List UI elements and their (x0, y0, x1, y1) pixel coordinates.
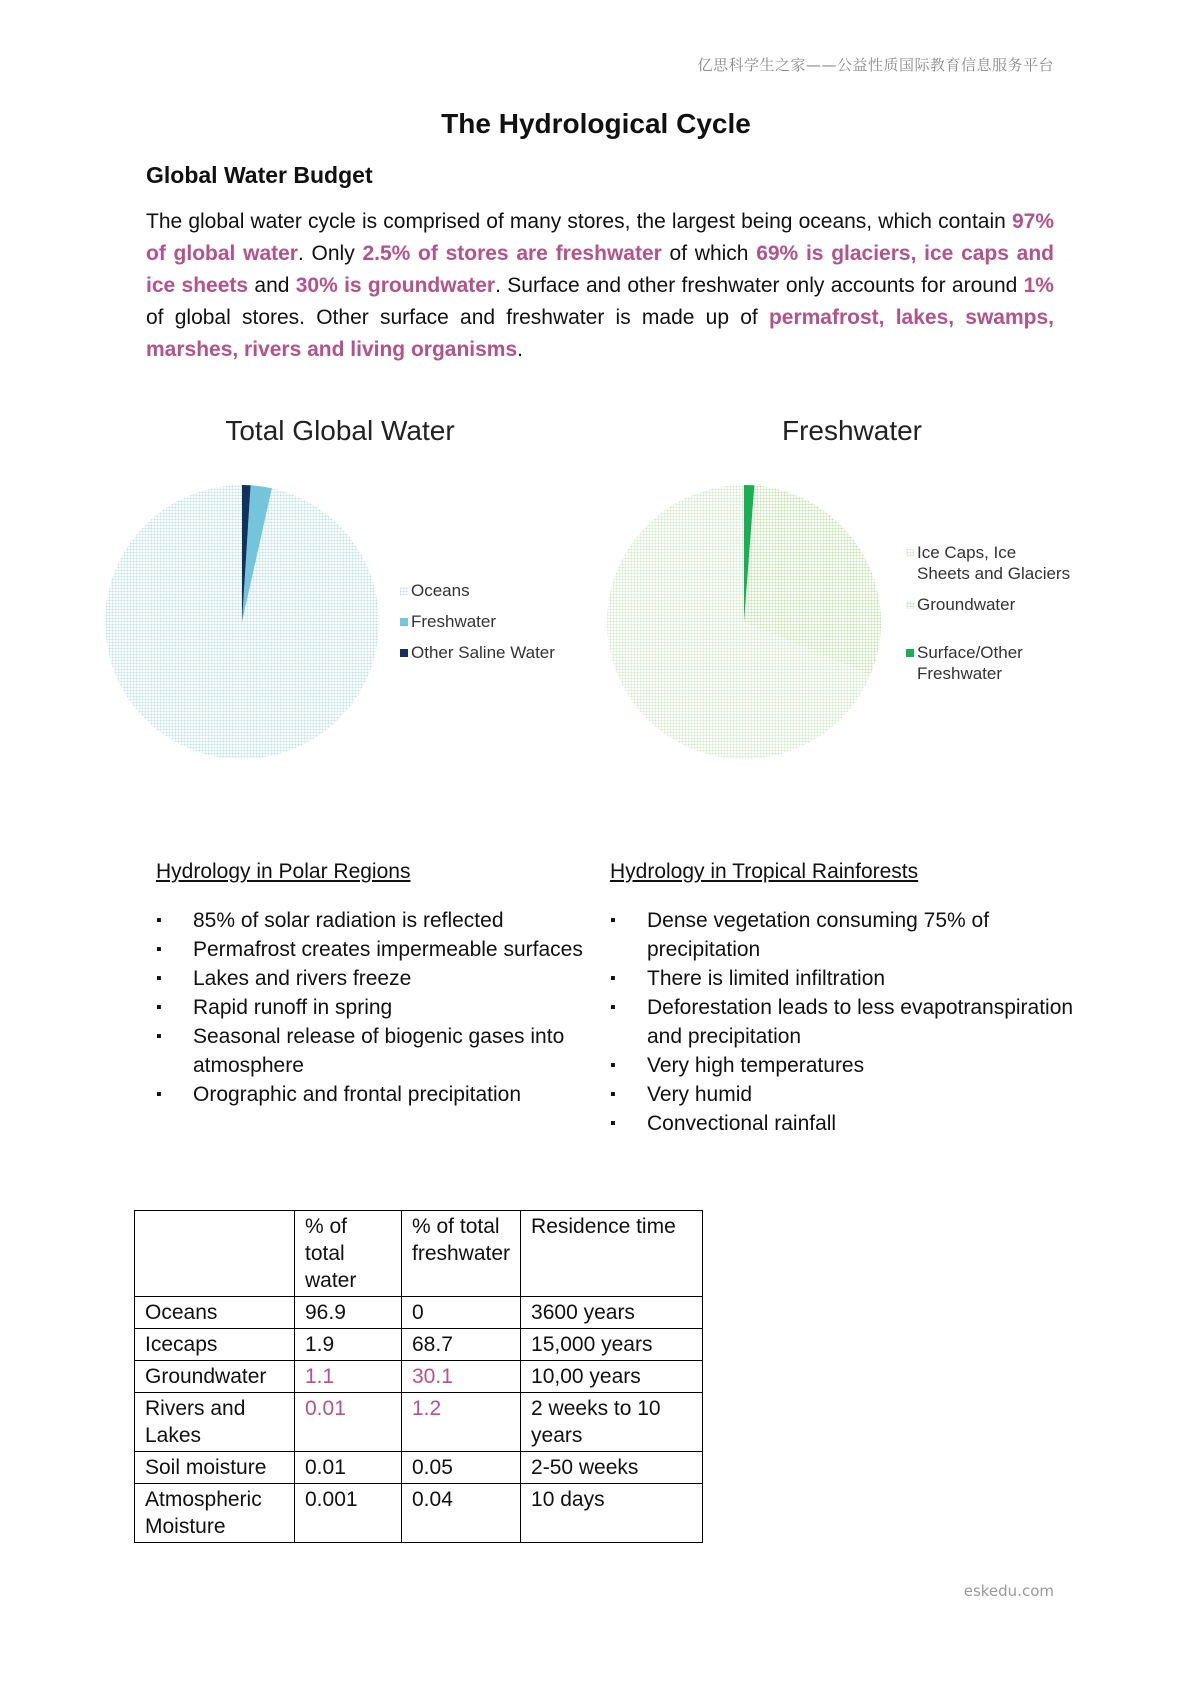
table-cell: 1.1 (295, 1361, 402, 1393)
intro-text: and (248, 274, 296, 297)
table-cell: Icecaps (135, 1329, 295, 1361)
legend-label: Oceans (411, 581, 470, 600)
legend-swatch (906, 601, 914, 609)
table-cell: 0.04 (402, 1484, 521, 1543)
list-item: ▪ Very high temperatures (610, 1051, 1080, 1080)
intro-paragraph (146, 206, 1054, 366)
table-cell: 0.05 (402, 1452, 521, 1484)
table-cell: 2 weeks to 10 years (521, 1393, 703, 1452)
table-cell: Rivers and Lakes (135, 1393, 295, 1452)
intro-highlight: 1% (1023, 274, 1054, 297)
chart-title: Total Global Water (225, 415, 455, 446)
table-cell: 10 days (521, 1484, 703, 1543)
table-cell: 0 (402, 1297, 521, 1329)
table-cell: 68.7 (402, 1329, 521, 1361)
table-cell: 0.01 (295, 1452, 402, 1484)
table-cell: 2-50 weeks (521, 1452, 703, 1484)
legend-label: Groundwater (917, 595, 1016, 614)
pie-slice-oceans (105, 485, 379, 759)
legend-swatch (906, 649, 914, 657)
legend-swatch (906, 549, 914, 557)
table-cell: 3600 years (521, 1297, 703, 1329)
table-cell: 15,000 years (521, 1329, 703, 1361)
table-row (135, 1361, 703, 1393)
freshwater-pie (600, 410, 1100, 770)
intro-highlight: 69% is glaciers, ice caps and ice sheets (146, 242, 1054, 297)
polar-hydrology-section (156, 860, 596, 1109)
freshwater-chart (600, 410, 1100, 770)
table-cell: Groundwater (135, 1361, 295, 1393)
table-cell: Atmospheric Moisture (135, 1484, 295, 1543)
table-header-cell (135, 1211, 295, 1297)
list-item: ▪ Lakes and rivers freeze (156, 964, 596, 993)
table-cell: 10,00 years (521, 1361, 703, 1393)
tropical-heading: Hydrology in Tropical Rainforests (610, 860, 919, 883)
table-cell: Soil moisture (135, 1452, 295, 1484)
table-row (135, 1452, 703, 1484)
water-stores-table (134, 1210, 703, 1543)
table-header-cell: % of total water (295, 1211, 402, 1297)
polar-list (156, 906, 596, 1109)
table-row (135, 1329, 703, 1361)
intro-text: . (517, 338, 523, 361)
legend-label: Ice Caps, Ice Sheets and Glaciers (917, 543, 1071, 583)
tropical-hydrology-section (610, 860, 1080, 1138)
polar-heading: Hydrology in Polar Regions (156, 860, 411, 883)
legend-label: Freshwater (411, 612, 497, 631)
intro-text: The global water cycle is comprised of many stores, the largest being oceans, which contain (146, 210, 1012, 233)
table-cell: 0.001 (295, 1484, 402, 1543)
list-item: ▪ Permafrost creates impermeable surfaces (156, 935, 596, 964)
intro-highlight: 97% of global water (146, 210, 1054, 265)
table-cell: 96.9 (295, 1297, 402, 1329)
intro-text: of which (661, 242, 757, 265)
legend-swatch (400, 649, 408, 657)
footer-url: eskedu.com (963, 1582, 1054, 1600)
chart-title: Freshwater (781, 415, 923, 446)
intro-highlight: 30% is groundwater (295, 274, 496, 297)
list-item: ▪ Rapid runoff in spring (156, 993, 596, 1022)
intro-text: of global stores. Other surface and freshwater is made up of (146, 306, 769, 329)
total-global-water-chart (96, 410, 596, 770)
intro-highlight: 2.5% of stores are freshwater (362, 242, 662, 265)
list-item: ▪ Convectional rainfall (610, 1109, 1080, 1138)
list-item: ▪ Seasonal release of biogenic gases into atmosphere (156, 1022, 596, 1080)
page-title: The Hydrological Cycle (441, 108, 751, 139)
tropical-list (610, 906, 1080, 1138)
list-item: ▪ Very humid (610, 1080, 1080, 1109)
table-row (135, 1393, 703, 1452)
list-item: ▪ There is limited infiltration (610, 964, 1080, 993)
table-cell: Oceans (135, 1297, 295, 1329)
legend-swatch (400, 618, 408, 626)
section-title: Global Water Budget (146, 162, 373, 188)
table-cell: 0.01 (295, 1393, 402, 1452)
table-cell: 30.1 (402, 1361, 521, 1393)
intro-highlight: permafrost, lakes, swamps, marshes, rivers and living organisms (146, 306, 1054, 361)
site-header: 亿思科学生之家——公益性质国际教育信息服务平台 (697, 56, 1054, 74)
table-header-cell: % of total freshwater (402, 1211, 521, 1297)
intro-text: . Surface and other freshwater only accounts for around (495, 274, 1024, 297)
table-row (135, 1297, 703, 1329)
table-row (135, 1484, 703, 1543)
legend-swatch (400, 587, 408, 595)
table-cell: 1.9 (295, 1329, 402, 1361)
legend-label: Surface/Other Freshwater (917, 643, 1023, 683)
table-header-row (135, 1211, 703, 1297)
list-item: ▪ Deforestation leads to less evapotranspiration and precipitation (610, 993, 1080, 1051)
list-item: ▪ Dense vegetation consuming 75% of precipitation (610, 906, 1080, 964)
list-item: ▪ 85% of solar radiation is reflected (156, 906, 596, 935)
legend-label: Other Saline Water (411, 643, 555, 662)
table-header-cell: Residence time (521, 1211, 703, 1297)
list-item: ▪ Orographic and frontal precipitation (156, 1080, 596, 1109)
total-global-water-pie (96, 410, 596, 770)
intro-text: . Only (297, 242, 363, 265)
table-cell: 1.2 (402, 1393, 521, 1452)
